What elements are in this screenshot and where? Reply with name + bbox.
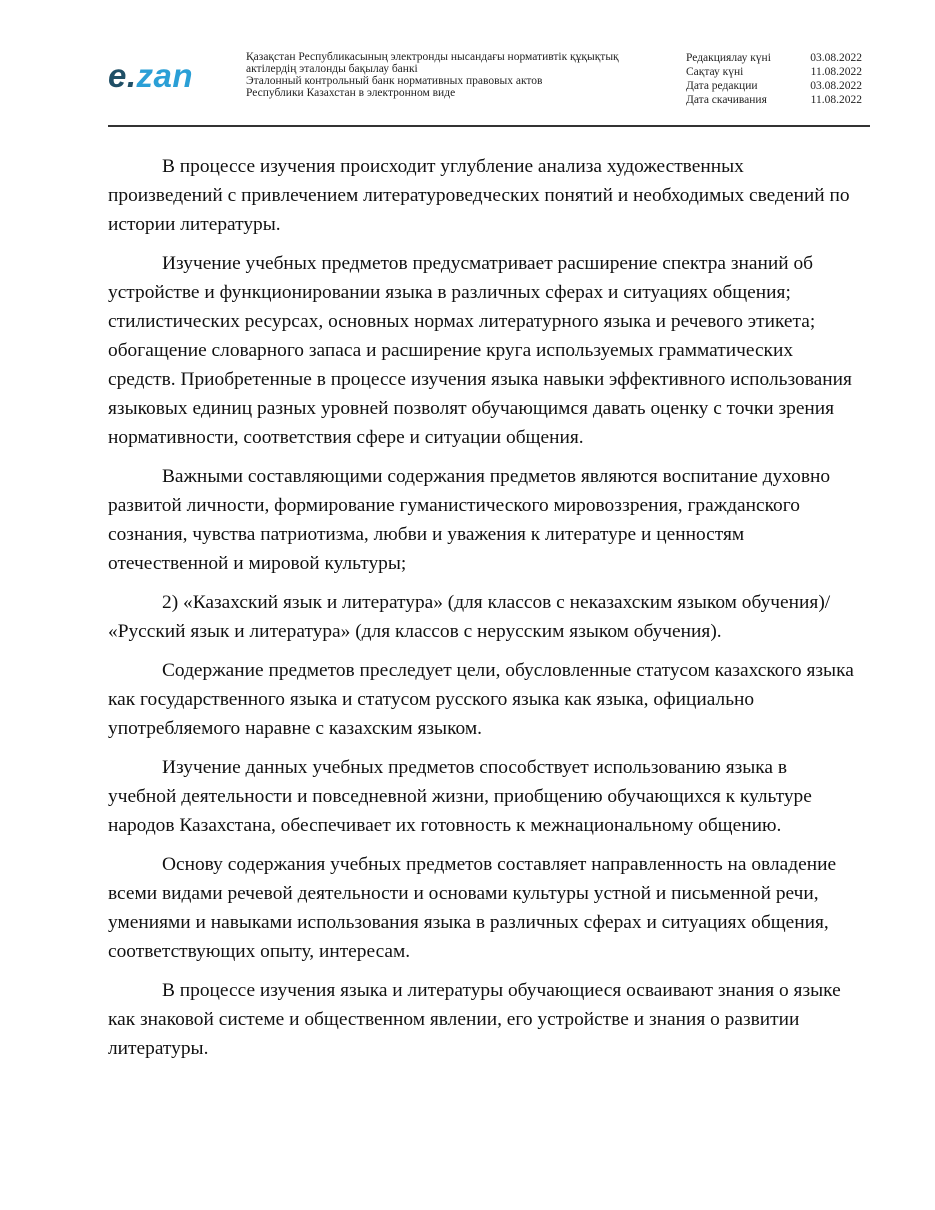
date-label: Дата скачивания [686, 94, 767, 106]
ezan-logo[interactable] [108, 56, 193, 96]
paragraph: Важными составляющими содержания предметов являются воспитание духовно развитой личности, формирование гуманистического мировоззрения, гражданского сознания, чувства патриотизма, любви и уважения к литературе и ценностям отечественной и мировой культуры; [108, 466, 831, 574]
date-value: 03.08.2022 [810, 52, 862, 64]
description-line: Қазақстан Республикасының электронды нысандағы нормативтік құқықтық [246, 51, 619, 63]
date-row-edit-ru [686, 79, 862, 93]
logo-zan: zan [136, 57, 194, 94]
header-divider [108, 125, 870, 127]
paragraph: В процессе изучения происходит углубление анализа художественных произведений с привлечением литературоведческих понятий и необходимых сведений по истории литературы. [108, 156, 850, 235]
paragraph: 2) «Казахский язык и литература» (для классов с неказахским языком обучения)/ «Русский язык и литература» (для классов с нерусским языком обучения). [108, 592, 831, 642]
date-row-edit-kz [686, 51, 862, 65]
date-row-download-ru [686, 93, 862, 107]
paragraph: Основу содержания учебных предметов составляет направленность на овладение всеми видами речевой деятельности и основами культуры устной и письменной речи, умениями и навыками использования языка в различных сферах и ситуациях общения, соответствующих опыту, интересам. [108, 854, 837, 962]
paragraph: В процессе изучения языка и литературы обучающиеся осваивают знания о языке как знаковой системе и общественном явлении, его устройстве и знания о развитии литературы. [108, 980, 841, 1059]
header-dates [686, 51, 862, 107]
header-description [246, 51, 666, 99]
paragraph: Изучение данных учебных предметов способствует использованию языка в учебной деятельности и повседневной жизни, приобщению обучающихся к культуре народов Казахстана, обеспечивает их готовность к межнациональному общению. [108, 757, 812, 836]
date-row-save-kz [686, 65, 862, 79]
date-value: 11.08.2022 [810, 66, 862, 78]
description-line: Республики Казахстан в электронном виде [246, 87, 456, 99]
logo-e: e [108, 57, 127, 94]
description-line: Эталонный контрольный банк нормативных правовых актов [246, 75, 543, 87]
document-body [108, 152, 860, 1073]
date-label: Дата редакции [686, 80, 758, 92]
description-line: актілердің эталонды бақылау банкі [246, 63, 418, 75]
date-value: 03.08.2022 [810, 80, 862, 92]
logo-dot: . [126, 57, 137, 94]
date-label: Сақтау күні [686, 66, 744, 78]
paragraph: Изучение учебных предметов предусматривает расширение спектра знаний об устройстве и функционировании языка в различных сферах и ситуациях общения; стилистических ресурсах, основных нормах литературного языка и речевого этикета; обогащение словарного запаса и расширение круга используемых грамматических средств. Приобретенные в процессе изучения языка навыки эффективного использования языковых единиц разных уровней позволят обучающимся давать оценку с точки зрения нормативности, соответствия сфере и ситуации общения. [108, 253, 852, 448]
date-value: 11.08.2022 [810, 94, 862, 106]
paragraph: Содержание предметов преследует цели, обусловленные статусом казахского языка как государственного языка и статусом русского языка как языка, официально употребляемого наравне с казахским языком. [108, 660, 854, 739]
date-label: Редакциялау күні [686, 52, 771, 64]
document-header [108, 50, 870, 120]
